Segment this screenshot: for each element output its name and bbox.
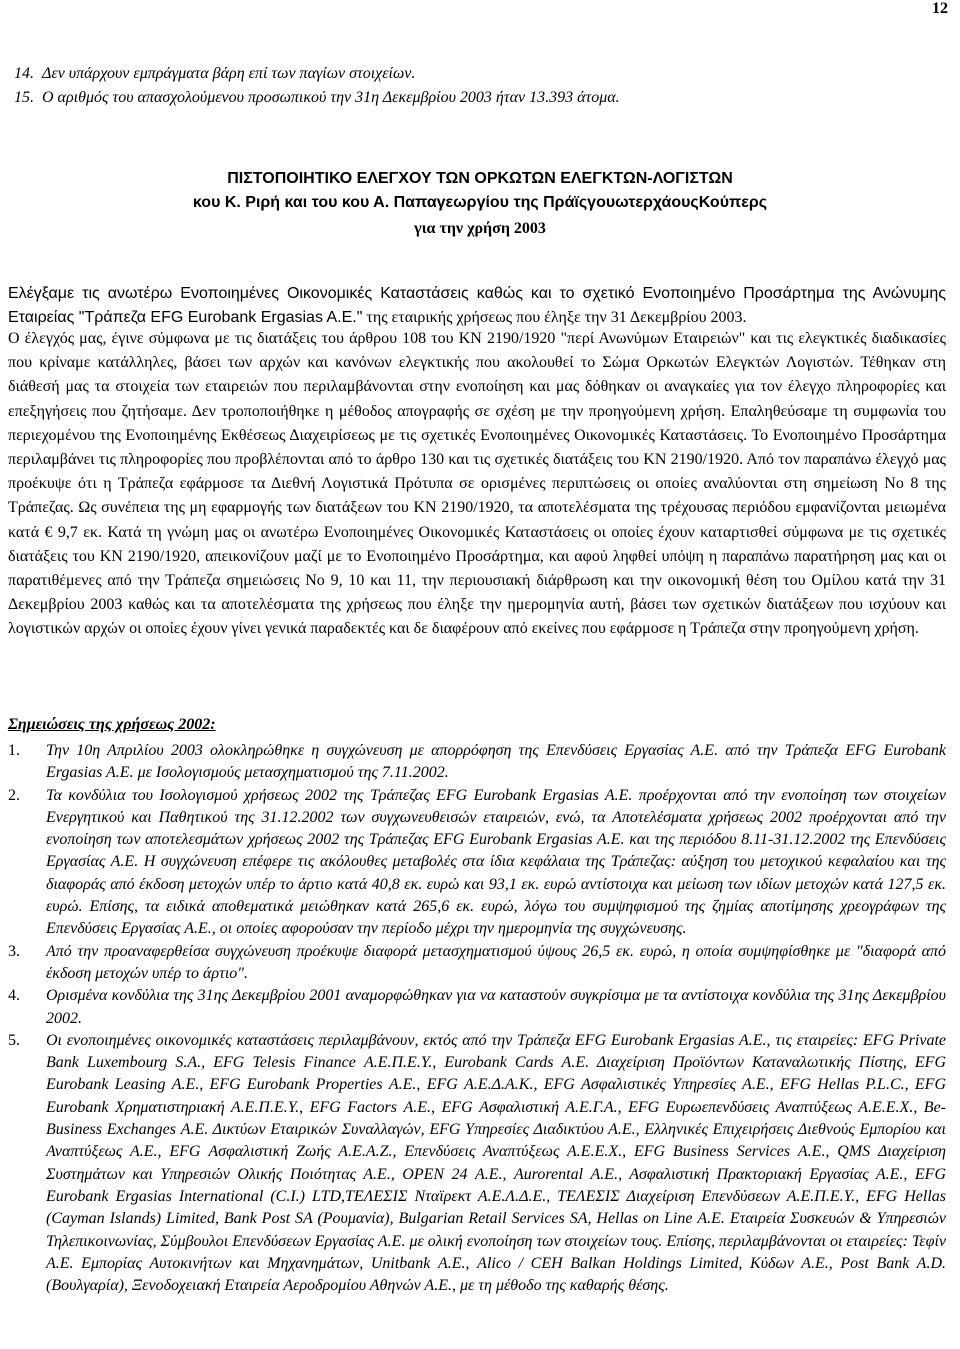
notes-list — [8, 740, 946, 1297]
top-list — [14, 62, 620, 110]
page-number: 12 — [932, 0, 948, 17]
note-text: Τα κονδύλια του Ισολογισμού χρήσεως 2002 της Τράπεζας EFG Eurobank Ergasias A.E. προέρχονται από την ενοποίηση των στοιχείων Ενεργητικού και Παθητικού της 31.12.2002 των συγχωνευθεισών εταιρειών, ενώ, τα Αποτελέσματα χρήσεως 2002 προέρχονται από την ενοποίηση των αποτελεσμάτων χρήσεως 2002 της Τράπεζας EFG Eurobank Ergasias A.E. και της περιόδου 8.11-31.12.2002 της Επενδύσεις Εργασίας Α.Ε. Η συγχώνευση επέφερε τις ακόλουθες μεταβολές στα ίδια κεφάλαια της Τράπεζας: αύξηση του μετοχικού κεφαλαίου και της διαφοράς από έκδοση μετοχών υπέρ το άρτιο κατά 40,8 εκ. ευρώ και 93,1 εκ. ευρώ αντίστοιχα και μείωση των ιδίων μετοχών κατά 127,5 εκ. ευρώ. Επίσης, τα ειδικά αποθεματικά μειώθηκαν κατά 265,6 εκ. ευρώ, λόγω του συμψηφισμού της ζημίας αποτίμησης χρεογράφων της Επενδύσεις Εργασίας Α.Ε., οι οποίες αφορούσαν την περίοδο μέχρι την ημερομηνία της συγχώνευσης. — [46, 786, 946, 938]
opinion-intro-paragraph — [8, 282, 946, 330]
note-number: 1. — [8, 742, 20, 759]
note-text: Οι ενοποιημένες οικονομικές καταστάσεις περιλαμβάνουν, εκτός από την Τράπεζα EFG Eurobank Ergasias A.E., τις εταιρείες: EFG Private Bank Luxembourg S.A., EFG Telesis Finance Α.Ε.Π.Ε.Υ., Eurobank Cards Α.Ε. Διαχείριση Προϊόντων Καταναλωτικής Πίστης, EFG Eurobank Leasing Α.Ε., EFG Eurobank Properties Α.Ε., EFG Α.Ε.Δ.Α.Κ., EFG Ασφαλιστικές Υπηρεσίες Α.Ε., EFG Hellas P.L.C., EFG Eurobank Χρηματιστηριακή Α.Ε.Π.Ε.Υ., EFG Factors Α.Ε., EFG Ασφαλιστική Α.Ε.Γ.Α., EFG Ευρωεπενδύσεις Αναπτύξεως Α.Ε.Ε.Χ., Be-Business Exchanges Α.Ε. Δικτύων Εταιρικών Συναλλαγών, EFG Υπηρεσίες Διαδικτύου Α.Ε., Ελληνικές Επιχειρήσεις Διεθνούς Εμπορίου και Αναπτύξεως Α.Ε., EFG Ασφαλιστική Ζωής Α.Ε.Α.Ζ., Επενδύσεις Αναπτύξεως Α.Ε.Ε.Χ., EFG Business Services Α.Ε., QMS Διαχείριση Συστημάτων και Υπηρεσιών Ολικής Ποιότητας Α.Ε., OPEN 24 Α.Ε., Aurorental Α.Ε., Ασφαλιστική Πρακτοριακή Εργασίας Α.Ε., EFG Eurobank Ergasias International (C.I.) LTD,ΤΕΛΕΣΙΣ Νταϊρεκτ Α.Ε.Λ.Δ.Ε., ΤΕΛΕΣΙΣ Διαχείριση Επενδύσεων Α.Ε.Π.Ε.Υ., EFG Hellas (Cayman Islands) Limited, Bank Post SA (Ρουμανία), Bulgarian Retail Services SA, Hellas on Line Α.Ε. Εταιρεία Συσκευών & Υπηρεσιών Τηλεπικοινωνίας, Σύμβουλοι Επενδύσεων Εργασίας Α.Ε. με ολική ενοποίηση των στοιχείων τους. Επίσης, περιλαμβάνονται οι εταιρείες: Τεφίν Α.Ε. Εμπορίας Αυτοκινήτων και Μηχανημάτων, Unitbank Α.Ε., Alico / CEH Balkan Holdings Limited, Κύδων Α.Ε., Post Bank A.D. (Βουλγαρία), Ξενοδοχειακή Εταιρεία Αεροδρομίου Αθηνών Α.Ε., με τη μέθοδο της καθαρής θέσης. — [46, 1031, 947, 1295]
note-item — [8, 985, 946, 1030]
certificate-title: ΠΙΣΤΟΠΟΙΗΤΙΚΟ ΕΛΕΓΧΟΥ ΤΩΝ ΟΡΚΩΤΩΝ ΕΛΕΓΚΤΩΝ-ΛΟΓΙΣΤΩΝ — [227, 170, 733, 187]
intro-text-part1: Ελέγξαμε τις ανωτέρω Ενοποιημένες Οικονομικές Καταστάσεις καθώς και το σχετικό Ενοποιημένο Προσάρτημα της Ανώνυμης Εταιρείας "Τράπεζα EFG Eurobank Ergasias A.E." — [8, 285, 946, 326]
item-number: 15. — [14, 89, 34, 106]
note-number: 5. — [8, 1031, 20, 1049]
note-number: 2. — [8, 786, 20, 804]
note-text: Ορισμένα κονδύλια της 31ης Δεκεμβρίου 2001 αναμορφώθηκαν για να καταστούν συγκρίσιμα με τα αντίστοιχα κονδύλια της 31ης Δεκεμβρίου 2002. — [46, 987, 946, 1027]
list-item — [14, 62, 620, 86]
opinion-body-paragraph: Ο έλεγχός μας, έγινε σύμφωνα με τις διατάξεις του άρθρου 108 του ΚΝ 2190/1920 "περί Ανωνύμων Εταιρειών" και τις ελεγκτικές διαδικασίες που κρίναμε κατάλληλες, βάσει των αρχών και κανόνων ελεγκτικής που ακολουθεί το Σώμα Ορκωτών Ελεγκτών Λογιστών. Τέθηκαν στη διάθεσή μας τα στοιχεία των εταιρειών που περιλαμβάνονται στην ενοποίηση και μας δόθηκαν οι αναγκαίες για τον έλεγχο πληροφορίες και επεξηγήσεις που ζητήσαμε. Δεν τροποποιήθηκε η μέθοδος απογραφής σε σχέση με την προηγούμενη χρήση. Επαληθεύσαμε τη συμφωνία του περιεχομένου της Ενοποιημένης Εκθέσεως Διαχειρίσεως με τις σχετικές Ενοποιημένες Οικονομικές Καταστάσεις. Το Ενοποιημένο Προσάρτημα περιλαμβάνει τις πληροφορίες που προβλέπονται από το άρθρο 130 και τις σχετικές διατάξεις του ΚΝ 2190/1920. Από τον παραπάνω έλεγχό μας προέκυψε ότι η Τράπεζα εφάρμοσε τα Διεθνή Λογιστικά Πρότυπα σε ορισμένες περιπτώσεις οι οποίες αναλύονται στη σημείωση Νο 8 της Τράπεζας. Ως συνέπεια της μη εφαρμογής των διατάξεων του ΚΝ 2190/1920, τα αποτελέσματα της τρέχουσας περιόδου εμφανίζονται μειωμένα κατά € 9,7 εκ. Κατά τη γνώμη μας οι ανωτέρω Ενοποιημένες Οικονομικές Καταστάσεις οι οποίες έχουν καταρτισθεί σύμφωνα με τις σχετικές διατάξεις του ΚΝ 2190/1920, απεικονίζουν μαζί με το Ενοποιημένο Προσάρτημα, και αφού ληφθεί υπόψη η παραπάνω παρατήρηση μας και οι παρατιθέμενες από την Τράπεζα σημειώσεις Νο 9, 10 και 11, την περιουσιακή διάρθρωση και την οικονομική θέση του Ομίλου κατά την 31 Δεκεμβρίου 2003 καθώς και τα αποτελέσματα της χρήσεως που έληξε την ημερομηνία αυτή, βάσει των σχετικών διατάξεων που ισχύουν και λογιστικών αρχών οι οποίες έχουν γίνει γενικά παραδεκτές και δε διαφέρουν από εκείνες που εφάρμοσε η Τράπεζα στην προηγούμενη χρήση. — [8, 330, 946, 638]
note-item — [8, 941, 946, 986]
certificate-year: για την χρήση 2003 — [414, 220, 546, 237]
note-number: 3. — [8, 942, 20, 960]
note-text: Την 10η Απριλίου 2003 ολοκληρώθηκε η συγχώνευση με απορρόφηση της Επενδύσεις Εργασίας Α.Ε. από την Τράπεζα EFG Eurobank Ergasias A.E. με Ισολογισμούς μετασχηματισμού της 7.11.2002. — [46, 742, 946, 782]
item-number: 14. — [14, 65, 34, 82]
item-text: Ο αριθμός του απασχολούμενου προσωπικού την 31η Δεκεμβρίου 2003 ήταν 13.393 άτομα. — [42, 89, 620, 106]
item-text: Δεν υπάρχουν εμπράγματα βάρη επί των παγίων στοιχείων. — [42, 65, 416, 82]
note-item — [8, 1030, 946, 1298]
certificate-auditors: κου Κ. Ριρή και του κου Α. Παπαγεωργίου της ΠράϊςγουωτερχάουςΚούπερς — [192, 194, 768, 211]
note-number: 4. — [8, 987, 20, 1005]
note-text: Από την προαναφερθείσα συγχώνευση προέκυψε διαφορά μετασχηματισμού ύψους 26,5 εκ. ευρώ, η οποία συμψηφίσθηκε με "διαφορά από έκδοση μετοχών υπέρ το άρτιο". — [46, 942, 946, 982]
list-item — [14, 86, 620, 110]
intro-text-part2: της εταιρικής χρήσεως που έληξε την 31 Δεκεμβρίου 2003. — [362, 309, 747, 326]
note-item — [8, 785, 946, 941]
note-item — [8, 740, 946, 785]
notes-title: Σημειώσεις της χρήσεως 2002: — [8, 716, 216, 733]
